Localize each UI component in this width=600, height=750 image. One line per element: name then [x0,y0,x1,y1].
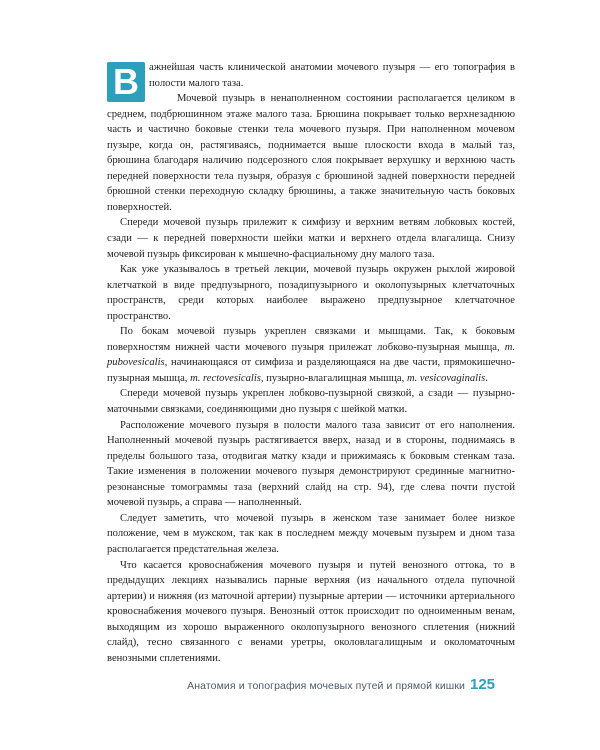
paragraph-4-part-3: , пузырно-влагалищная мышца, [260,372,407,384]
paragraph-1 [107,60,515,215]
term-pubovesicalis: m. pubovesicalis [107,341,515,369]
page-number: 125 [470,676,496,693]
paragraph-6: Расположение мочевого пузыря в полости малого таза зависит от его наполнения. Наполненный мочевой пузырь растягивается вверх, назад и в стороны, поднимаясь в пределы большого таза, отодвигая матку кзади и прижимаясь к боковым стенкам таза. Такие изменения в положении мочевого пузыря демонстрируют срединные магнитно-резонансные томограммы таза (верхний слайд на стр. 94), где слева почти пустой мочевой пузырь, а справа — наполненный. [107,419,515,509]
body-text [107,60,515,666]
paragraph-7: Следует заметить, что мочевой пузырь в женском тазе занимает более низкое положение, чем в мужском, так как в последнем между мочевым пузырем и дном таза располагается предстательная железа. [107,512,515,555]
paragraph-4-part-4: . [485,372,488,384]
paragraph-1-lead: ажнейшая часть клинической анатомии мочевого пузыря — его топография в полости малого таза. [149,62,515,89]
paragraph-1-body: Мочевой пузырь в ненаполненном состоянии располагается целиком в среднем, подбрюшинном этаже малого таза. Брюшина покрывает только верхнезаднюю часть и частично боковые стенки тела мочевого пузыря. При наполненном мочевом пузыре, когда он, растягиваясь, поднимается выше плоскости входа в малый таз, брюшина благодаря наличию подсерозного слоя покрывает верхушку и верхнюю часть передней поверхности тела пузыря, образуя с брюшиной задней поверхности передней брюшной стенки переходную складку брюшины, а также значительную часть боковых поверхностей. [107,93,515,213]
paragraph-2: Спереди мочевой пузырь прилежит к симфизу и верхним ветвям лобковых костей, сзади — к передней поверхности шейки матки и верхнего отдела влагалища. Снизу мочевой пузырь фиксирован к мышечно-фасциальному дну малого таза. [107,217,515,260]
paragraph-4-part-1: По бокам мочевой пузырь укреплен связками и мышцами. Так, к боковым поверхностям нижней части мочевого пузыря прилежат лобково-пузырная мышца, [107,326,515,353]
drop-cap: В [107,62,145,102]
paragraph-4-part-2: , начинающаяся от симфиза и разделяющаяся на две части, прямокишечно-пузырная мышца, [107,357,515,384]
term-rectovesicalis: m. rectovesicalis [190,372,261,384]
running-footer-title: Анатомия и топография мочевых путей и прямой кишки [187,680,465,692]
paragraph-8: Что касается кровоснабжения мочевого пузыря и путей венозного оттока, то в предыдущих лекциях назывались парные верхняя (из начального отдела пупочной артерии) и нижняя (из маточной артерии) пузырные артерии — источники артериального кровоснабжения мочевого пузыря. Венозный отток происходит по одноименным венам, выходящим из хорошо выраженного околопузырного венозного сплетения (нижний слайд), тесно связанного с венами уретры, околовлагалищным и околоматочным венозными сплетениями. [107,559,515,664]
paragraph-4 [107,324,515,386]
paragraph-3: Как уже указывалось в третьей лекции, мочевой пузырь окружен рыхлой жировой клетчаткой в виде предпузырного, позадипузырного и околопузырных клетчаточных пространств, среди которых наиболее выражено предпузырное клетчаточное пространство. [107,264,515,322]
term-vesicovaginalis: m. vesicovaginalis [406,372,486,384]
paragraph-5: Спереди мочевой пузырь укреплен лобково-пузырной связкой, а сзади — пузырно-маточными связками, соединяющими дно пузыря с шейкой матки. [107,388,515,416]
